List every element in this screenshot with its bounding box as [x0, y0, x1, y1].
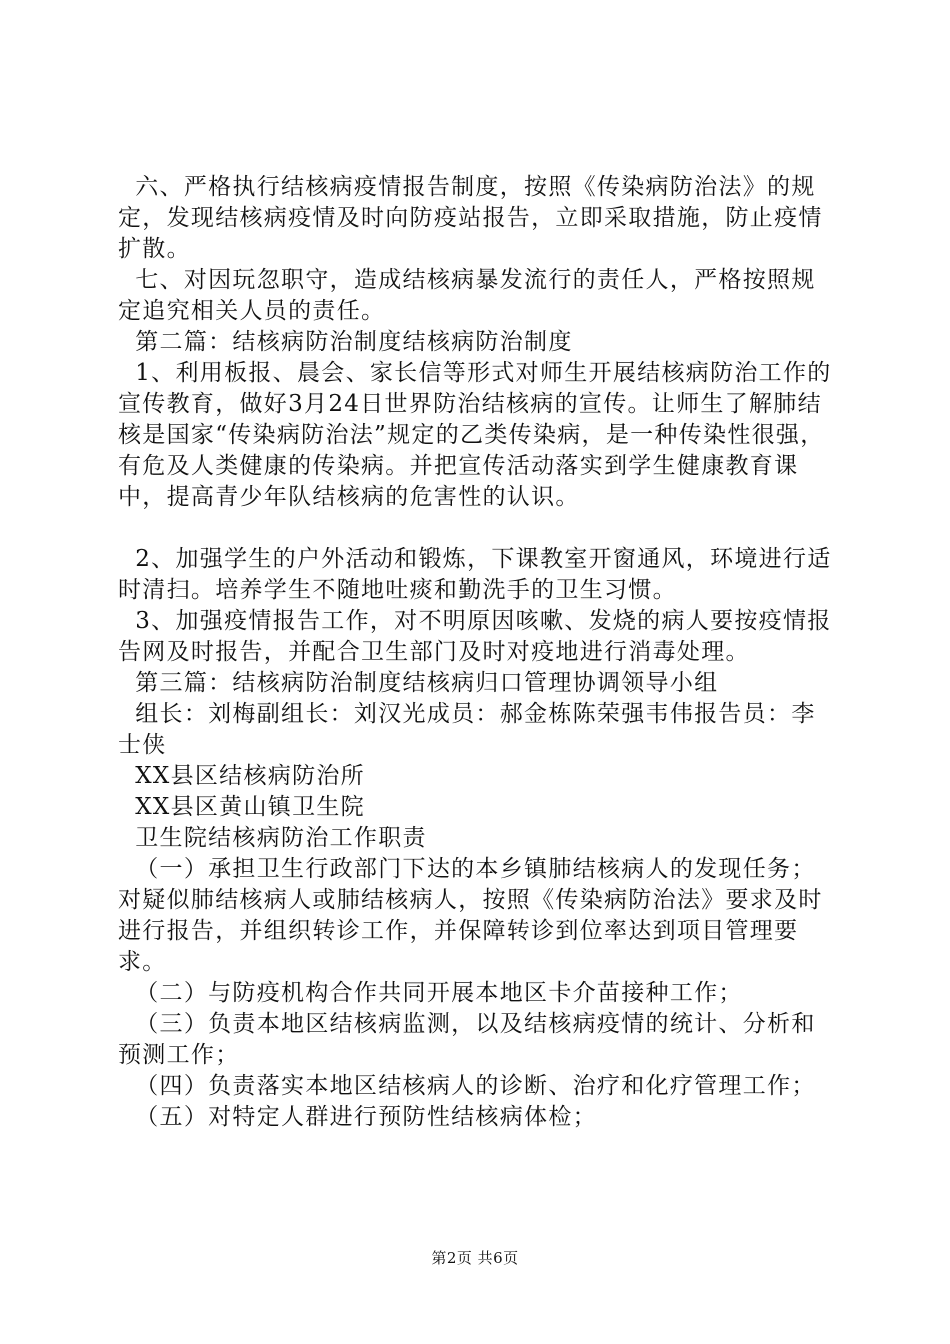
- duty-3: （三）负责本地区结核病监测，以及结核病疫情的统计、分析和预测工作；: [118, 1011, 816, 1068]
- team-members: 组长：刘梅副组长：刘汉光成员：郝金栋陈荣强韦伟报告员：李士侠: [118, 701, 816, 758]
- duty-5: （五）对特定人群进行预防性结核病体检；: [118, 1104, 597, 1130]
- duty-2: （二）与防疫机构合作共同开展本地区卡介苗接种工作；: [118, 980, 743, 1006]
- paragraph-item-2: 2、加强学生的户外活动和锻炼，下课教室开窗通风，环境进行适时清扫。培养学生不随地吐痰和勤洗手的卫生习惯。: [118, 546, 832, 603]
- paragraph-gap: [118, 513, 838, 544]
- org-line-1: XX县区结核病防治所: [118, 763, 365, 789]
- org-line-2: XX县区黄山镇卫生院: [118, 794, 365, 820]
- duty-1: （一）承担卫生行政部门下达的本乡镇肺结核病人的发现任务；对疑似肺结核病人或肺结核病人，按照《传染病防治法》要求及时进行报告，并组织转诊工作，并保障转诊到位率达到项目管理要求。: [118, 856, 823, 975]
- paragraph-7: 七、对因玩忽职守，造成结核病暴发流行的责任人，严格按照规定追究相关人员的责任。: [118, 267, 816, 324]
- document-body: [118, 172, 838, 1133]
- section-heading-2: 第二篇：结核病防治制度结核病防治制度: [118, 329, 573, 355]
- duties-heading: 卫生院结核病防治工作职责: [118, 825, 427, 851]
- duty-4: （四）负责落实本地区结核病人的诊断、治疗和化疗管理工作；: [118, 1073, 816, 1099]
- page-footer: 第2页 共6页: [431, 1249, 519, 1267]
- section-heading-3: 第三篇：结核病防治制度结核病归口管理协调领导小组: [118, 670, 719, 696]
- paragraph-item-1: 1、利用板报、晨会、家长信等形式对师生开展结核病防治工作的宣传教育，做好3月24日世界防治结核病的宣传。让师生了解肺结核是国家“传染病防治法”规定的乙类传染病，是一种传染性很强，有危及人类健康的传染病。并把宣传活动落实到学生健康教育课中，提高青少年队结核病的危害性的认识。: [118, 360, 832, 510]
- paragraph-item-3: 3、加强疫情报告工作，对不明原因咳嗽、发烧的病人要按疫情报告网及时报告，并配合卫生部门及时对疫地进行消毒处理。: [118, 608, 832, 665]
- paragraph-6: 六、严格执行结核病疫情报告制度，按照《传染病防治法》的规定，发现结核病疫情及时向防疫站报告，立即采取措施，防止疫情扩散。: [118, 174, 823, 262]
